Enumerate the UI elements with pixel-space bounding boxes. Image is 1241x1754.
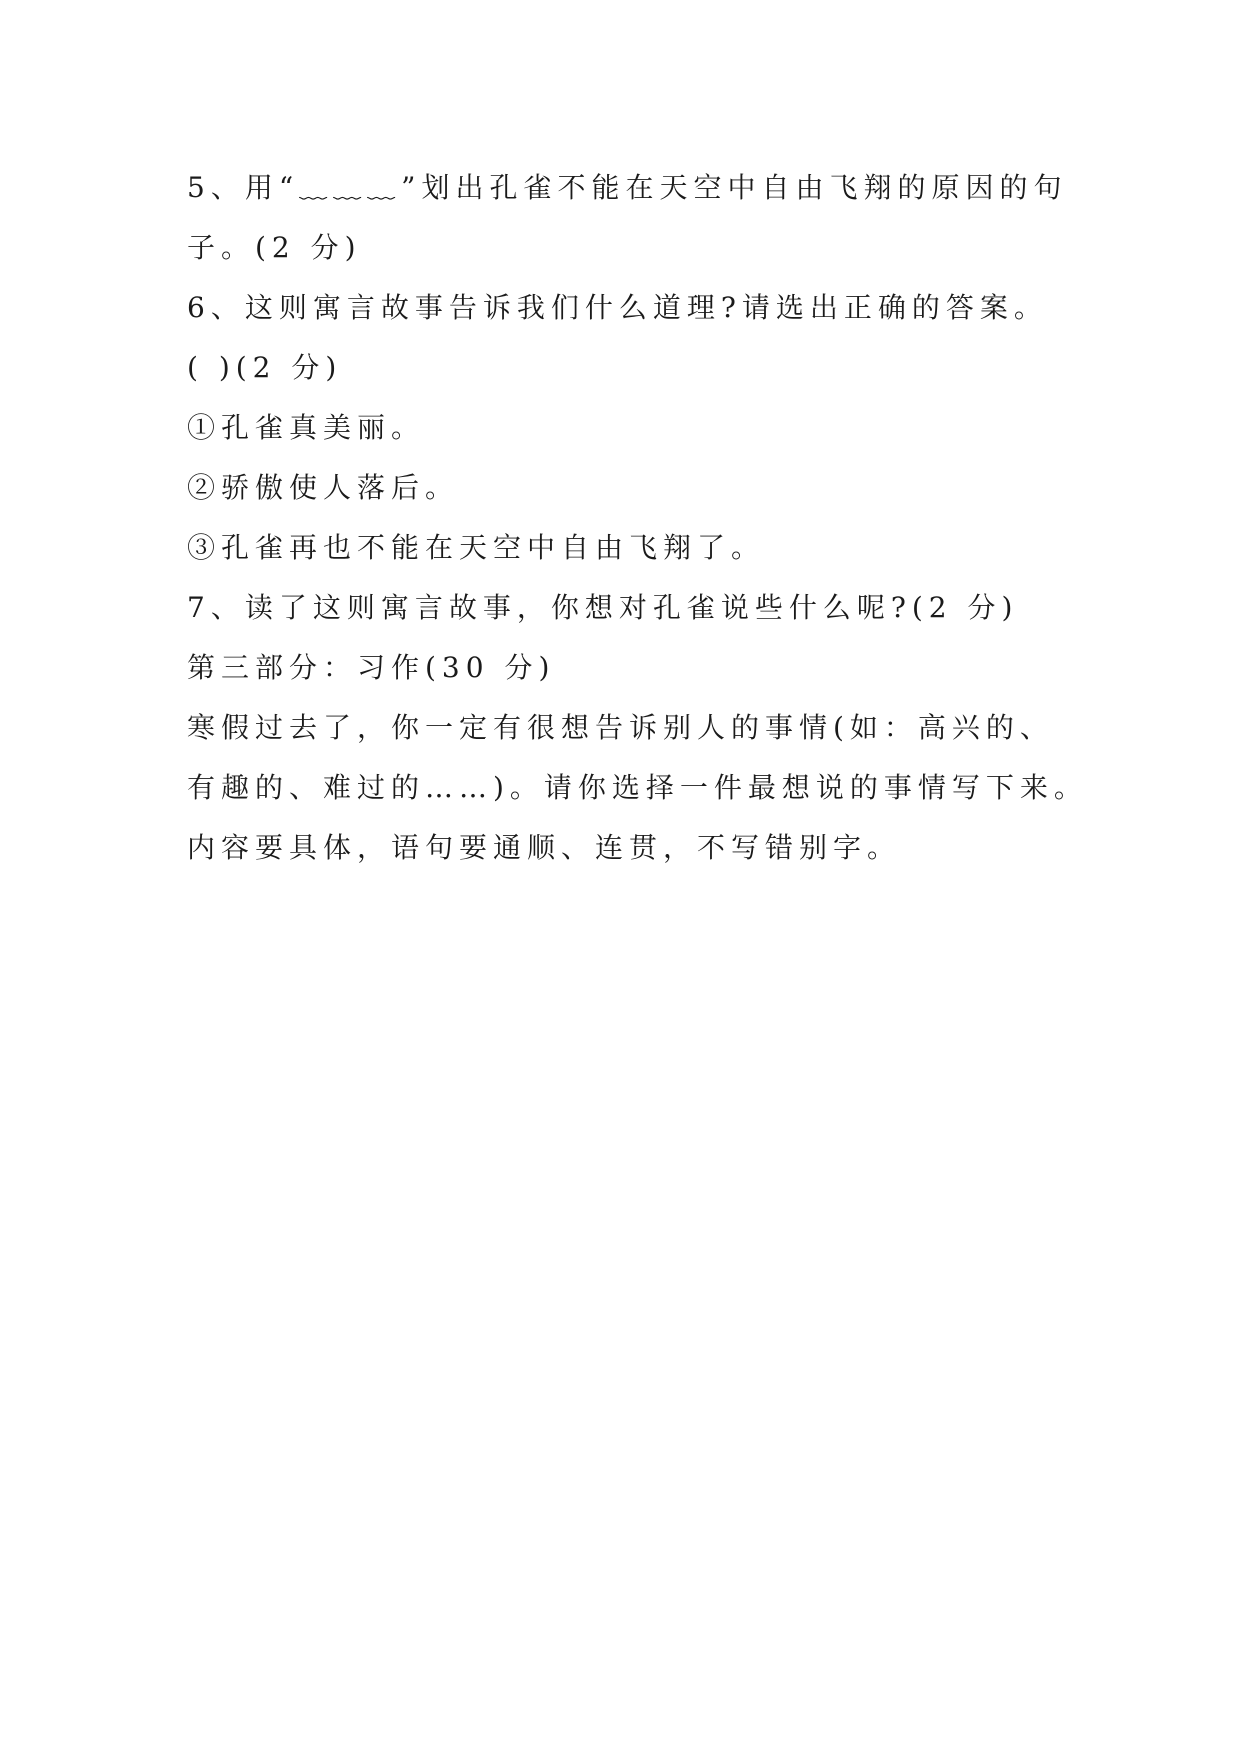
- option-2: ②骄傲使人落后。: [187, 471, 460, 504]
- option-3: ③孔雀再也不能在天空中自由飞翔了。: [187, 531, 766, 564]
- essay-prompt-line-2: 有趣的、难过的……)。请你选择一件最想说的事情写下来。: [187, 771, 1088, 804]
- essay-prompt-line-3: 内容要具体，语句要通顺、连贯，不写错别字。: [187, 831, 902, 864]
- question-6-answer-blank: ( )(2 分): [187, 351, 343, 384]
- question-7: 7、读了这则寓言故事，你想对孔雀说些什么呢?(2 分): [187, 591, 1019, 624]
- essay-prompt-line-1: 寒假过去了，你一定有很想告诉别人的事情(如：高兴的、: [187, 711, 1054, 744]
- question-6-line-1: 6、这则寓言故事告诉我们什么道理?请选出正确的答案。: [187, 291, 1048, 324]
- option-1: ①孔雀真美丽。: [187, 411, 426, 444]
- section-3-heading: 第三部分：习作(30 分): [187, 651, 556, 684]
- document-body: [187, 158, 1087, 878]
- question-5-line-1: 5、用“﹏﹏﹏”划出孔雀不能在天空中自由飞翔的原因的句: [187, 171, 1068, 204]
- question-5-line-2: 子。(2 分): [187, 231, 362, 264]
